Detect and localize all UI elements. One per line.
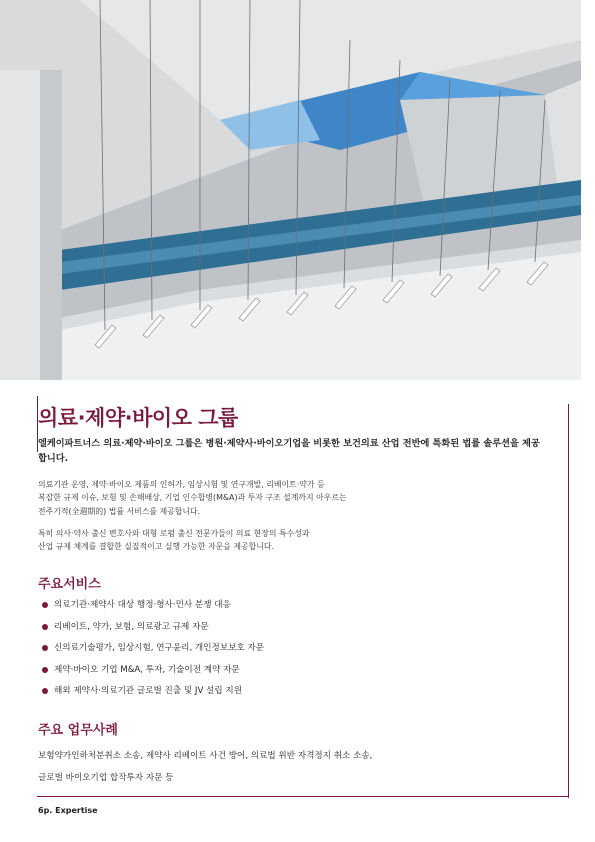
page-edge bbox=[581, 0, 595, 380]
service-item-label: 제약·바이오 기업 M&A, 투자, 기술이전 계약 자문 bbox=[54, 664, 240, 675]
bullet-dot-icon bbox=[42, 645, 48, 651]
service-item-label: 리베이트, 약가, 보험, 의료광고 규제 자문 bbox=[54, 621, 209, 632]
bullet-dot-icon bbox=[42, 624, 48, 630]
intro-paragraph-1 bbox=[38, 478, 548, 518]
cases-line1: 보험약가인하처분취소 소송, 제약사 리베이트 사건 방어, 의료법 위반 자격정지 취소 소송, bbox=[38, 751, 373, 761]
service-item bbox=[38, 684, 264, 706]
para1-line3: 전주기적(全週期的) 법률 서비스를 제공합니다. bbox=[38, 506, 201, 516]
cases-heading: 주요 업무사례 bbox=[38, 723, 118, 738]
page-footer-label: 6p. Expertise bbox=[38, 806, 98, 815]
hero-architecture-image bbox=[0, 0, 581, 380]
service-item bbox=[38, 663, 264, 685]
services-list bbox=[38, 598, 264, 706]
service-item bbox=[38, 641, 264, 663]
service-item bbox=[38, 620, 264, 642]
bullet-dot-icon bbox=[42, 688, 48, 694]
accent-rule-right bbox=[568, 404, 569, 798]
intro-paragraph-2 bbox=[38, 527, 548, 554]
service-item-label: 해외 제약사·의료기관 글로벌 진출 및 JV 설립 지원 bbox=[54, 686, 242, 696]
cases-text bbox=[38, 745, 558, 789]
service-item bbox=[38, 598, 264, 620]
para2-line1: 특히 의사·약사 출신 변호사와 대형 로펌 출신 전문가들이 의료 현장의 특수성과 bbox=[38, 529, 310, 538]
service-item-label: 의료기관·제약사 대상 행정·형사·민사 분쟁 대응 bbox=[54, 600, 231, 610]
lead-text: 엘케이파트너스 의료·제약·바이오 그룹은 병원·제약사·바이오기업을 비롯한 보건의료 산업 전반에 특화된 법률 솔루션을 제공합니다. bbox=[38, 438, 540, 464]
para2-line2: 산업 규제 체계를 결합한 실질적이고 실행 가능한 자문을 제공합니다. bbox=[38, 542, 275, 552]
lead-paragraph bbox=[38, 436, 548, 466]
services-heading: 주요서비스 bbox=[38, 577, 101, 592]
bullet-dot-icon bbox=[42, 667, 48, 673]
para1-line1: 의료기관 운영, 제약·바이오 제품의 인허가, 임상시험 및 연구개발, 리베이트·약가 등 bbox=[38, 480, 325, 489]
bullet-dot-icon bbox=[42, 602, 48, 608]
page-title: 의료·제약·바이오 그룹 bbox=[38, 406, 238, 430]
accent-rule-bottom bbox=[37, 796, 569, 797]
service-item-label: 신의료기술평가, 임상시험, 연구윤리, 개인정보보호 자문 bbox=[54, 643, 265, 653]
cases-line2: 글로벌 바이오기업 합작투자 자문 등 bbox=[38, 773, 174, 783]
para1-line2: 복잡한 규제 이슈, 보험 및 손해배상, 기업 인수합병(M&A)과 투자 구조 설계까지 아우르는 bbox=[38, 493, 347, 503]
